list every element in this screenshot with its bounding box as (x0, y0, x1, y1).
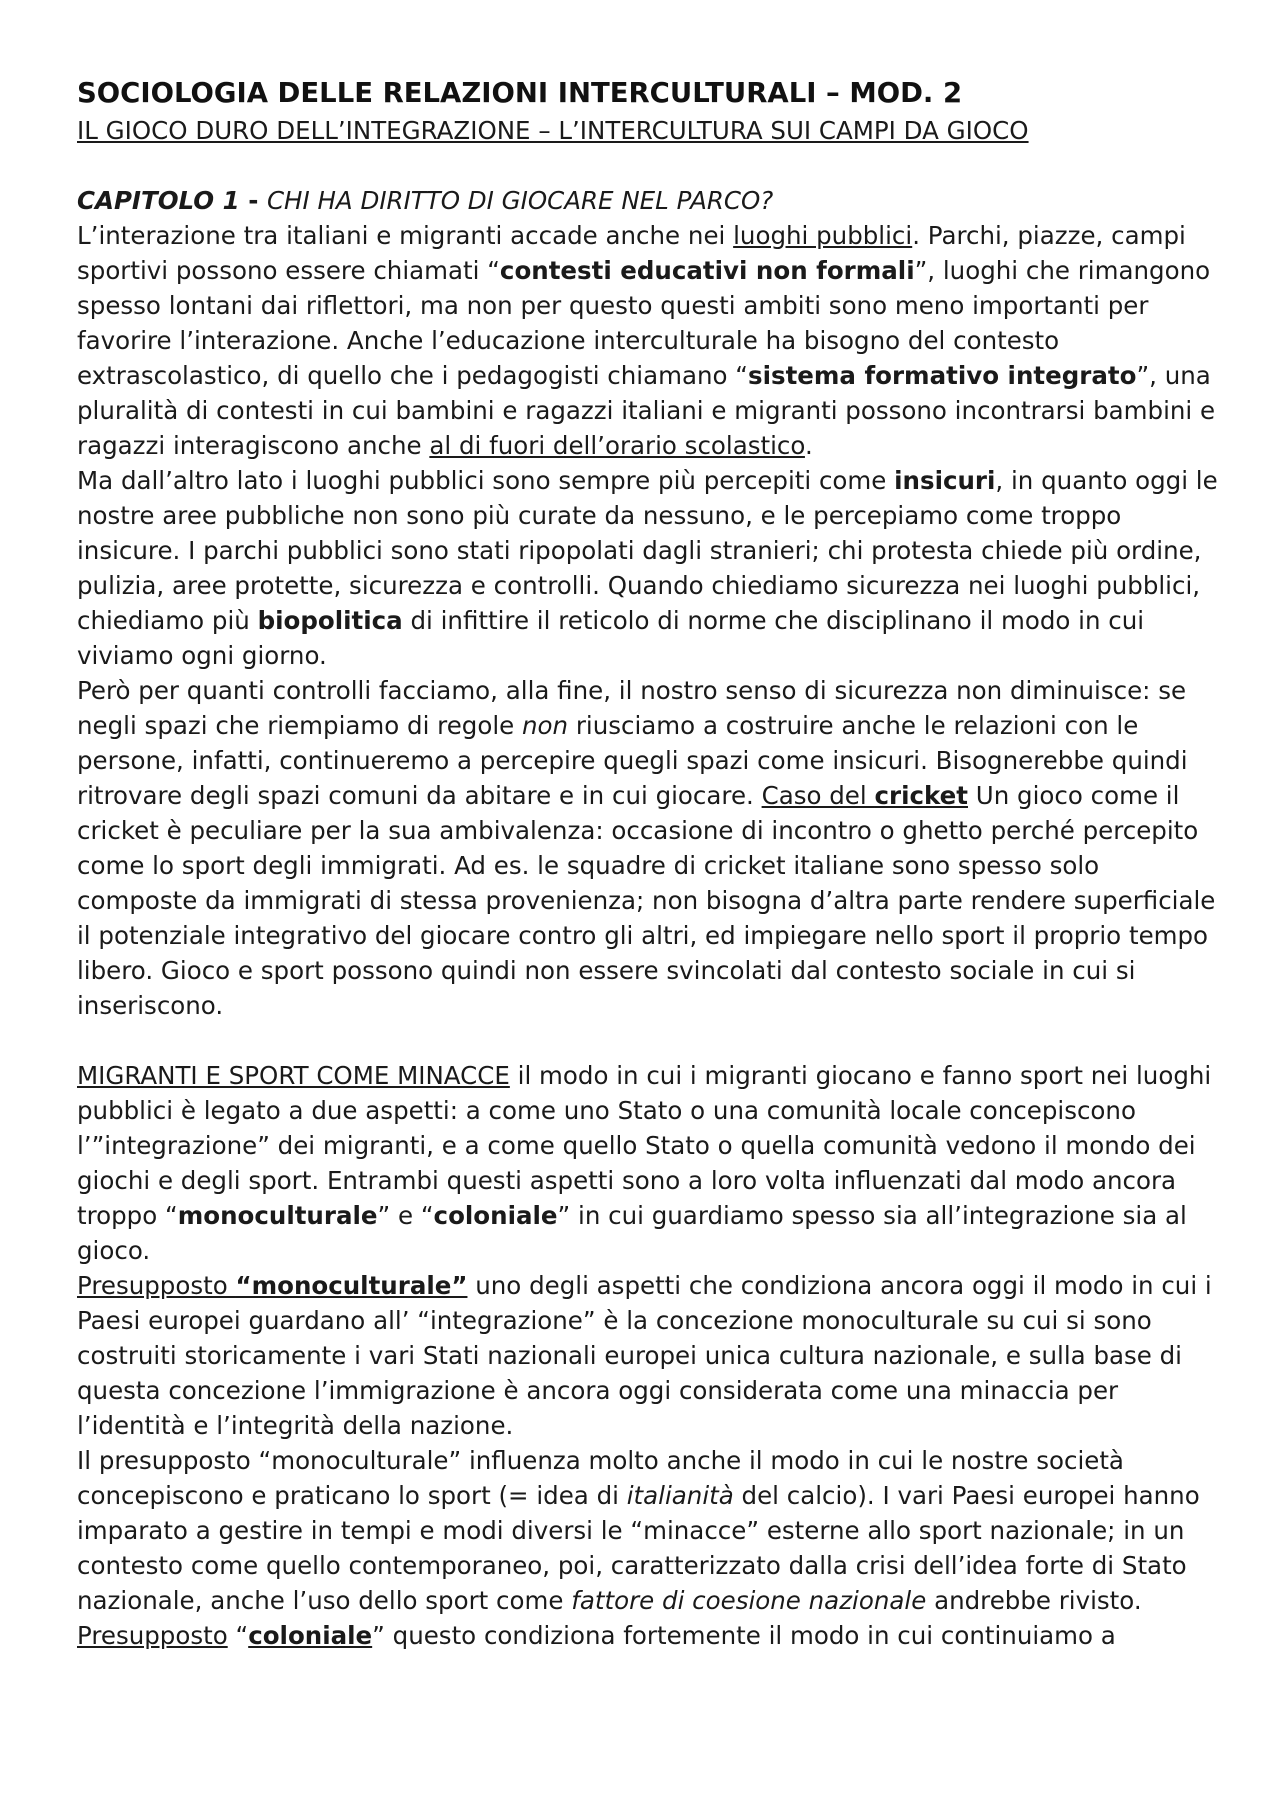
chapter-dash: - (239, 186, 267, 215)
underlined-term: al di fuori dell’orario scolastico (429, 431, 805, 460)
spacer (77, 1023, 1227, 1058)
text-run: Però per quanti controlli facciamo, alla fine, il nostro senso di sicurezza non diminuisce: se negli spazi che riempiamo di regole (77, 676, 1187, 740)
bold-underlined-term: “monoculturale” (235, 1271, 468, 1300)
document-page (77, 73, 1227, 1653)
paragraph-cricket (77, 673, 1227, 1023)
paragraph-monocultural-sport (77, 1443, 1227, 1618)
underlined-heading: MIGRANTI E SPORT COME MINACCE (77, 1061, 510, 1090)
text-run: ” in cui guardiamo spesso sia all’integrazione sia al gioco. (77, 1201, 1187, 1265)
underlined-term: Caso del (761, 781, 875, 810)
spacer (77, 148, 1227, 183)
bold-term: monoculturale (177, 1201, 378, 1230)
text-run: . (804, 431, 813, 460)
italic-term: italianità (626, 1481, 734, 1510)
underlined-heading: Presupposto (77, 1621, 228, 1650)
text-run: ”, luoghi che rimangono spesso lontani dai riflettori, ma non per questo questi ambiti sono meno importanti per favorire l’interazione. Anche l’educazione interculturale ha bisogno del contesto extrascolastico, di quello che i pedagogisti chiamano “ (77, 256, 1211, 390)
bold-term: contesti educativi non formali (499, 256, 915, 285)
text-run: Il presupposto “monoculturale” influenza molto anche il modo in cui le nostre società concepiscono e praticano lo sport (= idea di (77, 1446, 1124, 1510)
chapter-title: CHI HA DIRITTO DI GIOCARE NEL PARCO? (266, 186, 774, 215)
text-run: ” questo condiziona fortemente il modo in cui continuiamo a (372, 1621, 1116, 1650)
text-run: del calcio). I vari Paesi europei hanno imparato a gestire in tempi e modi diversi le “minacce” esterne allo sport nazionale; in un contesto come quello contemporaneo, poi, caratterizzato dalla crisi dell’idea forte di Stato nazionale, anche l’uso dello sport come (77, 1481, 1200, 1615)
text-run: L’interazione tra italiani e migranti accade anche nei (77, 221, 734, 250)
text-run: Un gioco come il cricket è peculiare per la sua ambivalenza: occasione di incontro o ghetto perché percepito come lo sport degli immigrati. Ad es. le squadre di cricket italiane sono spesso solo composte da immigrati di stessa provenienza; non bisogna d’altra parte rendere superficiale il potenziale integrativo del giocare contro gli altri, ed impiegare nello sport il proprio tempo libero. Gioco e sport possono quindi non essere svincolati dal contesto sociale in cui si inseriscono. (77, 781, 1216, 1020)
bold-term: insicuri (894, 466, 996, 495)
chapter-heading (77, 183, 1227, 218)
chapter-label: CAPITOLO 1 (77, 186, 240, 215)
bold-term: biopolitica (257, 606, 403, 635)
text-run: ” e “ (377, 1201, 434, 1230)
paragraph-threats (77, 1058, 1227, 1268)
text-run: andrebbe rivisto. (926, 1586, 1142, 1615)
italic-term: non (522, 711, 569, 740)
text-run: . Parchi, piazze, campi sportivi possono essere chiamati “ (77, 221, 1186, 285)
bold-underlined-term: coloniale (248, 1621, 373, 1650)
italic-term: fattore di coesione nazionale (571, 1586, 927, 1615)
underlined-heading: Presupposto (77, 1271, 236, 1300)
bold-term: sistema formativo integrato (748, 361, 1137, 390)
text-run: di infittire il reticolo di norme che disciplinano il modo in cui viviamo ogni giorno. (77, 606, 1145, 670)
paragraph-monocultural (77, 1268, 1227, 1443)
document-subtitle: IL GIOCO DURO DELL’INTEGRAZIONE – L’INTERCULTURA SUI CAMPI DA GIOCO (77, 116, 1029, 145)
underlined-term: luoghi pubblici (733, 221, 913, 250)
text-run: Ma dall’altro lato i luoghi pubblici sono sempre più percepiti come (77, 466, 895, 495)
bold-term: coloniale (433, 1201, 558, 1230)
text-run: uno degli aspetti che condiziona ancora oggi il modo in cui i Paesi europei guardano all’ “integrazione” è la concezione monoculturale su cui si sono costruiti storicamente i vari Stati nazionali europei unica cultura nazionale, e sulla base di questa concezione l’immigrazione è ancora oggi considerata come una minaccia per l’identità e l’integrità della nazione. (77, 1271, 1212, 1440)
paragraph-colonial (77, 1618, 1227, 1653)
text-run: “ (227, 1621, 249, 1650)
text-run: , in quanto oggi le nostre aree pubbliche non sono più curate da nessuno, e le percepiamo come troppo insicure. I parchi pubblici sono stati ripopolati dagli stranieri; chi protesta chiede più ordine, pulizia, aree protette, sicurezza e controlli. Quando chiediamo sicurezza nei luoghi pubblici, chiediamo più (77, 466, 1218, 635)
document-title: SOCIOLOGIA DELLE RELAZIONI INTERCULTURALI – MOD. 2 (77, 77, 963, 109)
text-run: ”, una pluralità di contesti in cui bambini e ragazzi italiani e migranti possono incontrarsi bambini e ragazzi interagiscono anche (77, 361, 1216, 460)
text-run: riusciamo a costruire anche le relazioni con le persone, infatti, continueremo a percepire quegli spazi come insicuri. Bisognerebbe quindi ritrovare degli spazi comuni da abitare e in cui giocare. (77, 711, 1188, 810)
bold-underlined-term: cricket (874, 781, 968, 810)
paragraph-insecurity (77, 463, 1227, 673)
paragraph-public-spaces (77, 218, 1227, 463)
text-run: il modo in cui i migranti giocano e fanno sport nei luoghi pubblici è legato a due aspetti: a come uno Stato o una comunità locale concepiscono l’”integrazione” dei migranti, e a come quello Stato o quella comunità vedono il mondo dei giochi e degli sport. Entrambi questi aspetti sono a loro volta influenzati dal modo ancora troppo “ (77, 1061, 1212, 1230)
